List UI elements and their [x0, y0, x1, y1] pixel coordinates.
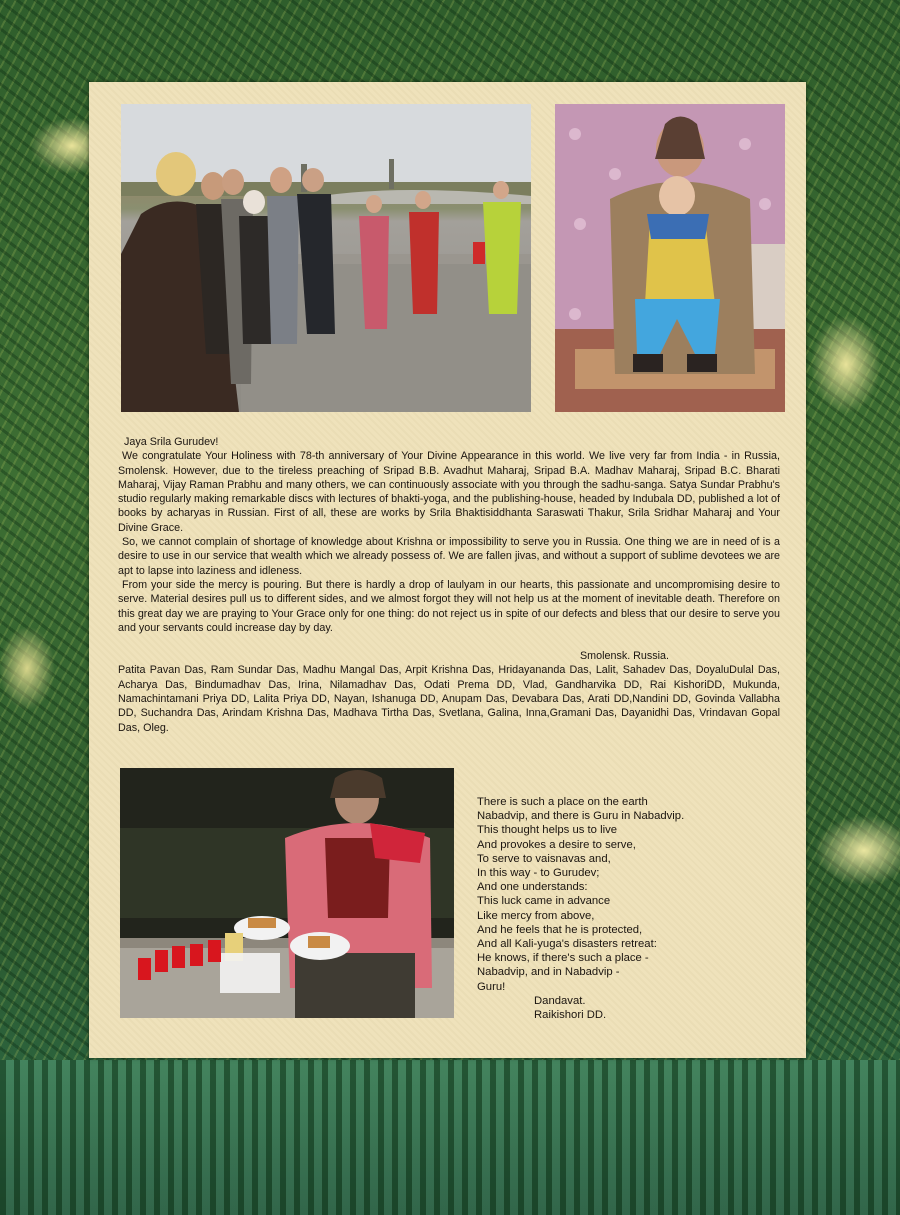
poem-line: This thought helps us to live: [477, 824, 618, 837]
poem-line: And provokes a desire to serve,: [477, 838, 636, 851]
poem-line: He knows, if there's such a place -: [477, 952, 649, 965]
letter-paragraph: We congratulate Your Holiness with 78-th anniversary of Your Divine Appearance in this world. We live very far from India - in Russia, Smolensk. However, due to the tireless preaching of Sripad B.B. Avadhut Maharaj, Sripad B.A. Madhav Maharaj, Sripad B.C. Bharati Maharaj, Vijay Raman Prabhu and many others, we can continuously associate with you through the sadhu-sanga. Satya Sundar Prabhu's studio regularly making remarkable discs with lectures of bhakti-yoga, and the publishing-house, headed by Indubala DD, published a lot of books by acharyas in Russian. First of all, these are works by Srila Bhaktisiddhanta Saraswati Thakur, Srila Sridhar Maharaj and Your Divine Grace.: [118, 450, 780, 534]
letter-paragraph: So, we cannot complain of shortage of knowledge about Krishna or impossibility to serve you in Russia. One thing we are in need of is a desire to use in our service that wealth which we already possess of. We are fallen jivas, and without a support of sublime devotees we are apt to lapse into laziness and idleness.: [118, 536, 780, 577]
poem-line: There is such a place on the earth: [477, 796, 648, 808]
prasad-photo: [120, 768, 454, 1018]
poem-line: And one understands:: [477, 881, 588, 894]
background-village-strip: [0, 1060, 900, 1215]
group-photo-illustration: [121, 104, 531, 412]
letter-greeting: Jaya Srila Gurudev!: [124, 436, 219, 448]
prasad-photo-illustration: [120, 768, 454, 1018]
poem-closing: Dandavat.: [534, 994, 586, 1007]
poem-author: Raikishori DD.: [534, 1009, 607, 1022]
poem: [477, 795, 777, 1022]
group-photo: [121, 104, 531, 412]
poem-line: In this way - to Gurudev;: [477, 867, 600, 880]
poem-line: To serve to vaisnavas and,: [477, 852, 611, 865]
mother-child-illustration: [555, 104, 785, 412]
letter-text: [118, 435, 780, 735]
poem-line: Guru!: [477, 980, 506, 993]
mother-child-photo: [555, 104, 785, 412]
letter-panel: [89, 82, 806, 1058]
poem-line: Nabadvip, and there is Guru in Nabadvip.: [477, 810, 685, 823]
poem-line: And he feels that he is protected,: [477, 923, 643, 936]
letter-paragraph: From your side the mercy is pouring. But there is hardly a drop of laulyam in our hearts, this passionate and uncompromising desire to serve. Material desires pull us to different sides, and we almost forgot they will not help us at the moment of inevitable death. Therefore on this great day we are praying to Your Grace only for one thing: do not reject us in spite of our defects and bless that our desire to serve you and your servants could increase day by day.: [118, 578, 780, 634]
letter-signers: Patita Pavan Das, Ram Sundar Das, Madhu Mangal Das, Arpit Krishna Das, Hridayananda Das, Lalit, Sahadev Das, DoyaluDulal Das, Acharya Das, Bindumadhav Das, Irina, Nilamadhav Das, Odati Prema DD, Vlad, Gandharvika DD, Rai KishoriDD, Mukunda, Namachintamani Priya DD, Lalita Priya DD, Nayan, Ishanuga DD, Anupam Das, Devabara Das, Arati DD,Nandini DD, Govinda Vallabha DD, Suchandra Das, Arindam Krishna Das, Madhava Tirtha Das, Svetlana, Galina, Inna,Gramani Das, Dayanidhi Das, Vrindavan Gopal Das, Oleg.: [118, 664, 780, 734]
poem-line: And all Kali-yuga's disasters retreat:: [477, 938, 657, 951]
poem-line: This luck came in advance: [477, 895, 611, 908]
letter-place: Smolensk. Russia.: [580, 650, 670, 663]
poem-line: Like mercy from above,: [477, 909, 595, 922]
poem-line: Nabadvip, and in Nabadvip -: [477, 966, 620, 979]
